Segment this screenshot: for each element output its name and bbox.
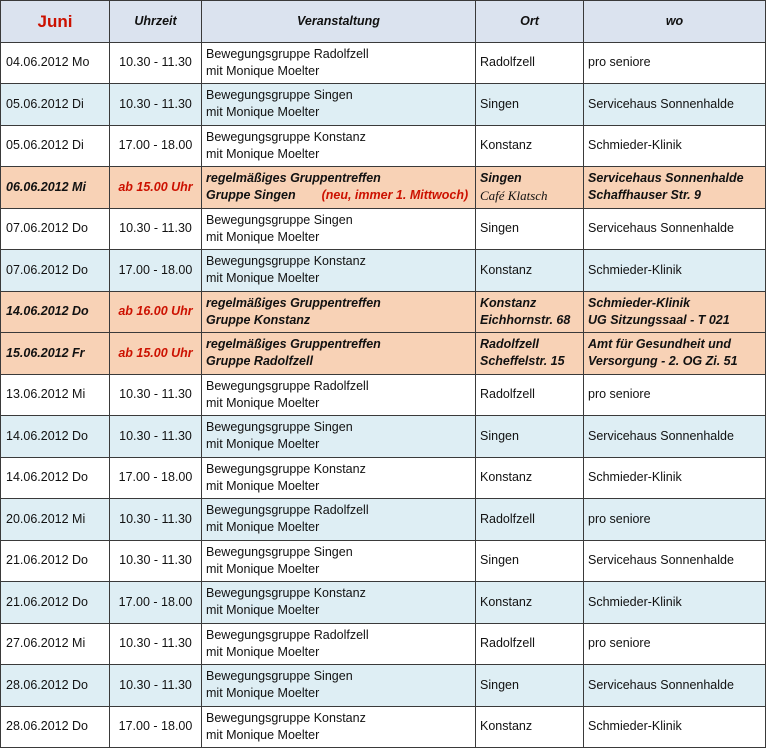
date-text: 28.06.2012 Do xyxy=(6,719,89,734)
time-text: 10.30 - 11.30 xyxy=(119,511,192,526)
where-line-1: Amt für Gesundheit und xyxy=(588,337,732,352)
where-line-1: Servicehaus Sonnenhalde xyxy=(588,553,734,568)
date-cell xyxy=(1,540,110,582)
where-cell xyxy=(584,250,766,292)
date-text: 20.06.2012 Mi xyxy=(6,511,86,526)
where-cell xyxy=(584,374,766,416)
time-cell xyxy=(110,499,202,541)
event-line-2: mit Monique Moelter xyxy=(206,644,320,659)
date-text: 21.06.2012 Do xyxy=(6,553,89,568)
event-line-2: mit Monique Moelter xyxy=(206,146,320,161)
date-text: 28.06.2012 Do xyxy=(6,677,89,692)
date-text: 05.06.2012 Di xyxy=(6,96,84,111)
where-line-1: Schmieder-Klinik xyxy=(588,719,682,734)
where-cell xyxy=(584,665,766,707)
event-cell xyxy=(202,208,476,250)
event-cell xyxy=(202,416,476,458)
where-cell xyxy=(584,208,766,250)
where-line-1: Servicehaus Sonnenhalde xyxy=(588,96,734,111)
event-line-1: Bewegungsgruppe Singen xyxy=(206,420,353,435)
event-cell xyxy=(202,665,476,707)
date-cell xyxy=(1,250,110,292)
table-row xyxy=(1,208,766,250)
where-line-1: Servicehaus Sonnenhalde xyxy=(588,221,734,236)
place-line-1: Singen xyxy=(480,170,522,185)
where-cell xyxy=(584,540,766,582)
place-line-1: Singen xyxy=(480,677,519,692)
where-line-1: Schmieder-Klinik xyxy=(588,262,682,277)
event-line-1: Bewegungsgruppe Singen xyxy=(206,212,353,227)
place-cell xyxy=(476,291,584,333)
place-cell xyxy=(476,416,584,458)
event-cell xyxy=(202,42,476,84)
table-row xyxy=(1,291,766,333)
where-cell xyxy=(584,623,766,665)
event-cell xyxy=(202,167,476,209)
place-line-1: Konstanz xyxy=(480,295,537,310)
date-cell xyxy=(1,457,110,499)
time-cell xyxy=(110,540,202,582)
date-cell xyxy=(1,499,110,541)
date-cell xyxy=(1,582,110,624)
place-cell xyxy=(476,84,584,126)
event-cell xyxy=(202,333,476,375)
place-cell xyxy=(476,42,584,84)
date-text: 21.06.2012 Do xyxy=(6,594,89,609)
date-cell xyxy=(1,665,110,707)
event-line-2: Gruppe Radolfzell xyxy=(206,354,313,369)
event-line-2: Gruppe Singen (neu, immer 1. Mittwoch) xyxy=(206,188,469,203)
table-row xyxy=(1,84,766,126)
date-cell xyxy=(1,333,110,375)
where-cell xyxy=(584,499,766,541)
where-header: wo xyxy=(584,1,766,43)
place-cell xyxy=(476,208,584,250)
time-text: 10.30 - 11.30 xyxy=(119,553,192,568)
event-line-1: Bewegungsgruppe Konstanz xyxy=(206,254,366,269)
event-line-1: Bewegungsgruppe Radolfzell xyxy=(206,378,369,393)
table-row xyxy=(1,250,766,292)
date-text: 14.06.2012 Do xyxy=(6,428,89,443)
place-line-2: Eichhornstr. 68 xyxy=(480,312,571,327)
date-cell xyxy=(1,84,110,126)
where-line-1: pro seniore xyxy=(588,636,651,651)
where-line-1: Servicehaus Sonnenhalde xyxy=(588,171,744,186)
where-line-1: Servicehaus Sonnenhalde xyxy=(588,677,734,692)
date-cell xyxy=(1,374,110,416)
time-cell xyxy=(110,84,202,126)
date-cell xyxy=(1,623,110,665)
time-text: 10.30 - 11.30 xyxy=(119,221,192,236)
event-line-2: mit Monique Moelter xyxy=(206,561,320,576)
place-cell xyxy=(476,250,584,292)
date-text: 14.06.2012 Do xyxy=(6,470,89,485)
event-line-2: mit Monique Moelter xyxy=(206,395,320,410)
place-line-1: Radolfzell xyxy=(480,55,535,70)
place-line-1: Konstanz xyxy=(480,262,533,277)
event-line-2: mit Monique Moelter xyxy=(206,686,320,701)
place-cell xyxy=(476,623,584,665)
place-cell xyxy=(476,167,584,209)
time-cell xyxy=(110,208,202,250)
date-cell xyxy=(1,42,110,84)
date-cell xyxy=(1,167,110,209)
schedule-body xyxy=(1,42,766,748)
place-cell xyxy=(476,125,584,167)
date-text: 14.06.2012 Do xyxy=(6,304,89,319)
where-line-1: Schmieder-Klinik xyxy=(588,470,682,485)
place-line-2: Scheffelstr. 15 xyxy=(480,354,565,369)
time-text: ab 15.00 Uhr xyxy=(118,179,193,194)
event-cell xyxy=(202,706,476,748)
place-line-1: Singen xyxy=(480,428,519,443)
table-row xyxy=(1,374,766,416)
where-line-1: pro seniore xyxy=(588,511,651,526)
event-cell xyxy=(202,84,476,126)
where-cell xyxy=(584,84,766,126)
where-cell xyxy=(584,125,766,167)
time-text: 10.30 - 11.30 xyxy=(119,677,192,692)
place-header: Ort xyxy=(476,1,584,43)
time-cell xyxy=(110,457,202,499)
month-header: Juni xyxy=(1,1,110,43)
event-line-1: Bewegungsgruppe Singen xyxy=(206,88,353,103)
table-row xyxy=(1,457,766,499)
place-cell xyxy=(476,374,584,416)
event-line-1: Bewegungsgruppe Singen xyxy=(206,544,353,559)
where-line-2: Schaffhauser Str. 9 xyxy=(588,188,702,203)
time-cell xyxy=(110,374,202,416)
time-cell xyxy=(110,250,202,292)
event-cell xyxy=(202,540,476,582)
table-row xyxy=(1,665,766,707)
table-row xyxy=(1,333,766,375)
time-text: 17.00 - 18.00 xyxy=(118,594,193,609)
event-line-2: mit Monique Moelter xyxy=(206,603,320,618)
time-text: 17.00 - 18.00 xyxy=(118,719,193,734)
place-cell xyxy=(476,706,584,748)
where-cell xyxy=(584,333,766,375)
place-cell xyxy=(476,457,584,499)
time-cell xyxy=(110,416,202,458)
event-line-2: mit Monique Moelter xyxy=(206,271,320,286)
time-text: ab 15.00 Uhr xyxy=(118,345,193,360)
event-line-1: Bewegungsgruppe Konstanz xyxy=(206,586,366,601)
table-row xyxy=(1,167,766,209)
table-row xyxy=(1,42,766,84)
where-line-2: UG Sitzungssaal - T 021 xyxy=(588,312,730,327)
date-cell xyxy=(1,416,110,458)
event-cell xyxy=(202,623,476,665)
date-text: 07.06.2012 Do xyxy=(6,262,89,277)
time-cell xyxy=(110,333,202,375)
event-line-2: mit Monique Moelter xyxy=(206,229,320,244)
event-cell xyxy=(202,457,476,499)
time-text: 10.30 - 11.30 xyxy=(119,428,192,443)
time-cell xyxy=(110,291,202,333)
place-line-2: Café Klatsch xyxy=(480,187,548,203)
date-cell xyxy=(1,208,110,250)
table-row xyxy=(1,582,766,624)
where-line-1: Servicehaus Sonnenhalde xyxy=(588,428,734,443)
time-header: Uhrzeit xyxy=(110,1,202,43)
place-line-1: Konstanz xyxy=(480,719,533,734)
time-cell xyxy=(110,582,202,624)
where-cell xyxy=(584,706,766,748)
table-row xyxy=(1,540,766,582)
time-text: ab 16.00 Uhr xyxy=(118,304,193,319)
where-line-1: pro seniore xyxy=(588,55,651,70)
time-cell xyxy=(110,665,202,707)
date-text: 13.06.2012 Mi xyxy=(6,387,86,402)
time-cell xyxy=(110,42,202,84)
event-line-2: mit Monique Moelter xyxy=(206,520,320,535)
event-line-1: regelmäßiges Gruppentreffen xyxy=(206,171,381,186)
event-cell xyxy=(202,374,476,416)
event-cell xyxy=(202,250,476,292)
time-text: 10.30 - 11.30 xyxy=(119,387,192,402)
event-cell xyxy=(202,499,476,541)
place-line-1: Konstanz xyxy=(480,138,533,153)
place-cell xyxy=(476,499,584,541)
where-line-2: Versorgung - 2. OG Zi. 51 xyxy=(588,354,738,369)
place-cell xyxy=(476,582,584,624)
event-line-1: Bewegungsgruppe Konstanz xyxy=(206,461,366,476)
place-cell xyxy=(476,540,584,582)
place-line-1: Radolfzell xyxy=(480,636,535,651)
event-cell xyxy=(202,125,476,167)
date-text: 07.06.2012 Do xyxy=(6,221,89,236)
place-line-1: Singen xyxy=(480,553,519,568)
where-line-1: Schmieder-Klinik xyxy=(588,295,691,310)
where-cell xyxy=(584,457,766,499)
date-cell xyxy=(1,125,110,167)
date-text: 05.06.2012 Di xyxy=(6,138,84,153)
time-text: 10.30 - 11.30 xyxy=(119,96,192,111)
place-line-1: Konstanz xyxy=(480,594,533,609)
table-row xyxy=(1,623,766,665)
event-line-2: mit Monique Moelter xyxy=(206,478,320,493)
date-cell xyxy=(1,706,110,748)
event-line-1: Bewegungsgruppe Konstanz xyxy=(206,710,366,725)
time-text: 10.30 - 11.30 xyxy=(119,636,192,651)
date-text: 15.06.2012 Fr xyxy=(6,345,85,360)
time-cell xyxy=(110,706,202,748)
where-cell xyxy=(584,167,766,209)
place-cell xyxy=(476,665,584,707)
event-line-1: regelmäßiges Gruppentreffen xyxy=(206,295,381,310)
date-text: 04.06.2012 Mo xyxy=(6,55,90,70)
event-line-2: Gruppe Konstanz xyxy=(206,312,311,327)
event-cell xyxy=(202,291,476,333)
place-line-1: Radolfzell xyxy=(480,387,535,402)
header-row xyxy=(1,1,766,43)
where-cell xyxy=(584,416,766,458)
date-cell xyxy=(1,291,110,333)
event-line-1: Bewegungsgruppe Singen xyxy=(206,669,353,684)
event-cell xyxy=(202,582,476,624)
event-line-2: mit Monique Moelter xyxy=(206,727,320,742)
time-text: 10.30 - 11.30 xyxy=(119,55,192,70)
time-cell xyxy=(110,125,202,167)
event-header: Veranstaltung xyxy=(202,1,476,43)
place-line-1: Radolfzell xyxy=(480,511,535,526)
where-cell xyxy=(584,42,766,84)
event-line-2: mit Monique Moelter xyxy=(206,63,320,78)
event-note: (neu, immer 1. Mittwoch) xyxy=(321,188,469,203)
place-cell xyxy=(476,333,584,375)
where-cell xyxy=(584,291,766,333)
table-row xyxy=(1,416,766,458)
event-line-1: regelmäßiges Gruppentreffen xyxy=(206,337,381,352)
time-text: 17.00 - 18.00 xyxy=(118,138,193,153)
time-text: 17.00 - 18.00 xyxy=(118,262,193,277)
event-line-1: Bewegungsgruppe Konstanz xyxy=(206,129,366,144)
place-line-1: Konstanz xyxy=(480,470,533,485)
event-line-1: Bewegungsgruppe Radolfzell xyxy=(206,503,369,518)
place-line-1: Radolfzell xyxy=(480,337,540,352)
where-line-1: Schmieder-Klinik xyxy=(588,138,682,153)
date-text: 27.06.2012 Mi xyxy=(6,636,86,651)
table-row xyxy=(1,499,766,541)
date-text: 06.06.2012 Mi xyxy=(6,179,86,194)
event-line-2: mit Monique Moelter xyxy=(206,437,320,452)
where-cell xyxy=(584,582,766,624)
event-line-1: Bewegungsgruppe Radolfzell xyxy=(206,46,369,61)
event-line-1: Bewegungsgruppe Radolfzell xyxy=(206,627,369,642)
time-text: 17.00 - 18.00 xyxy=(118,470,193,485)
time-cell xyxy=(110,623,202,665)
table-row xyxy=(1,125,766,167)
place-line-1: Singen xyxy=(480,96,519,111)
time-cell xyxy=(110,167,202,209)
where-line-1: pro seniore xyxy=(588,387,651,402)
where-line-1: Schmieder-Klinik xyxy=(588,594,682,609)
table-row xyxy=(1,706,766,748)
event-line-2: mit Monique Moelter xyxy=(206,105,320,120)
place-line-1: Singen xyxy=(480,221,519,236)
